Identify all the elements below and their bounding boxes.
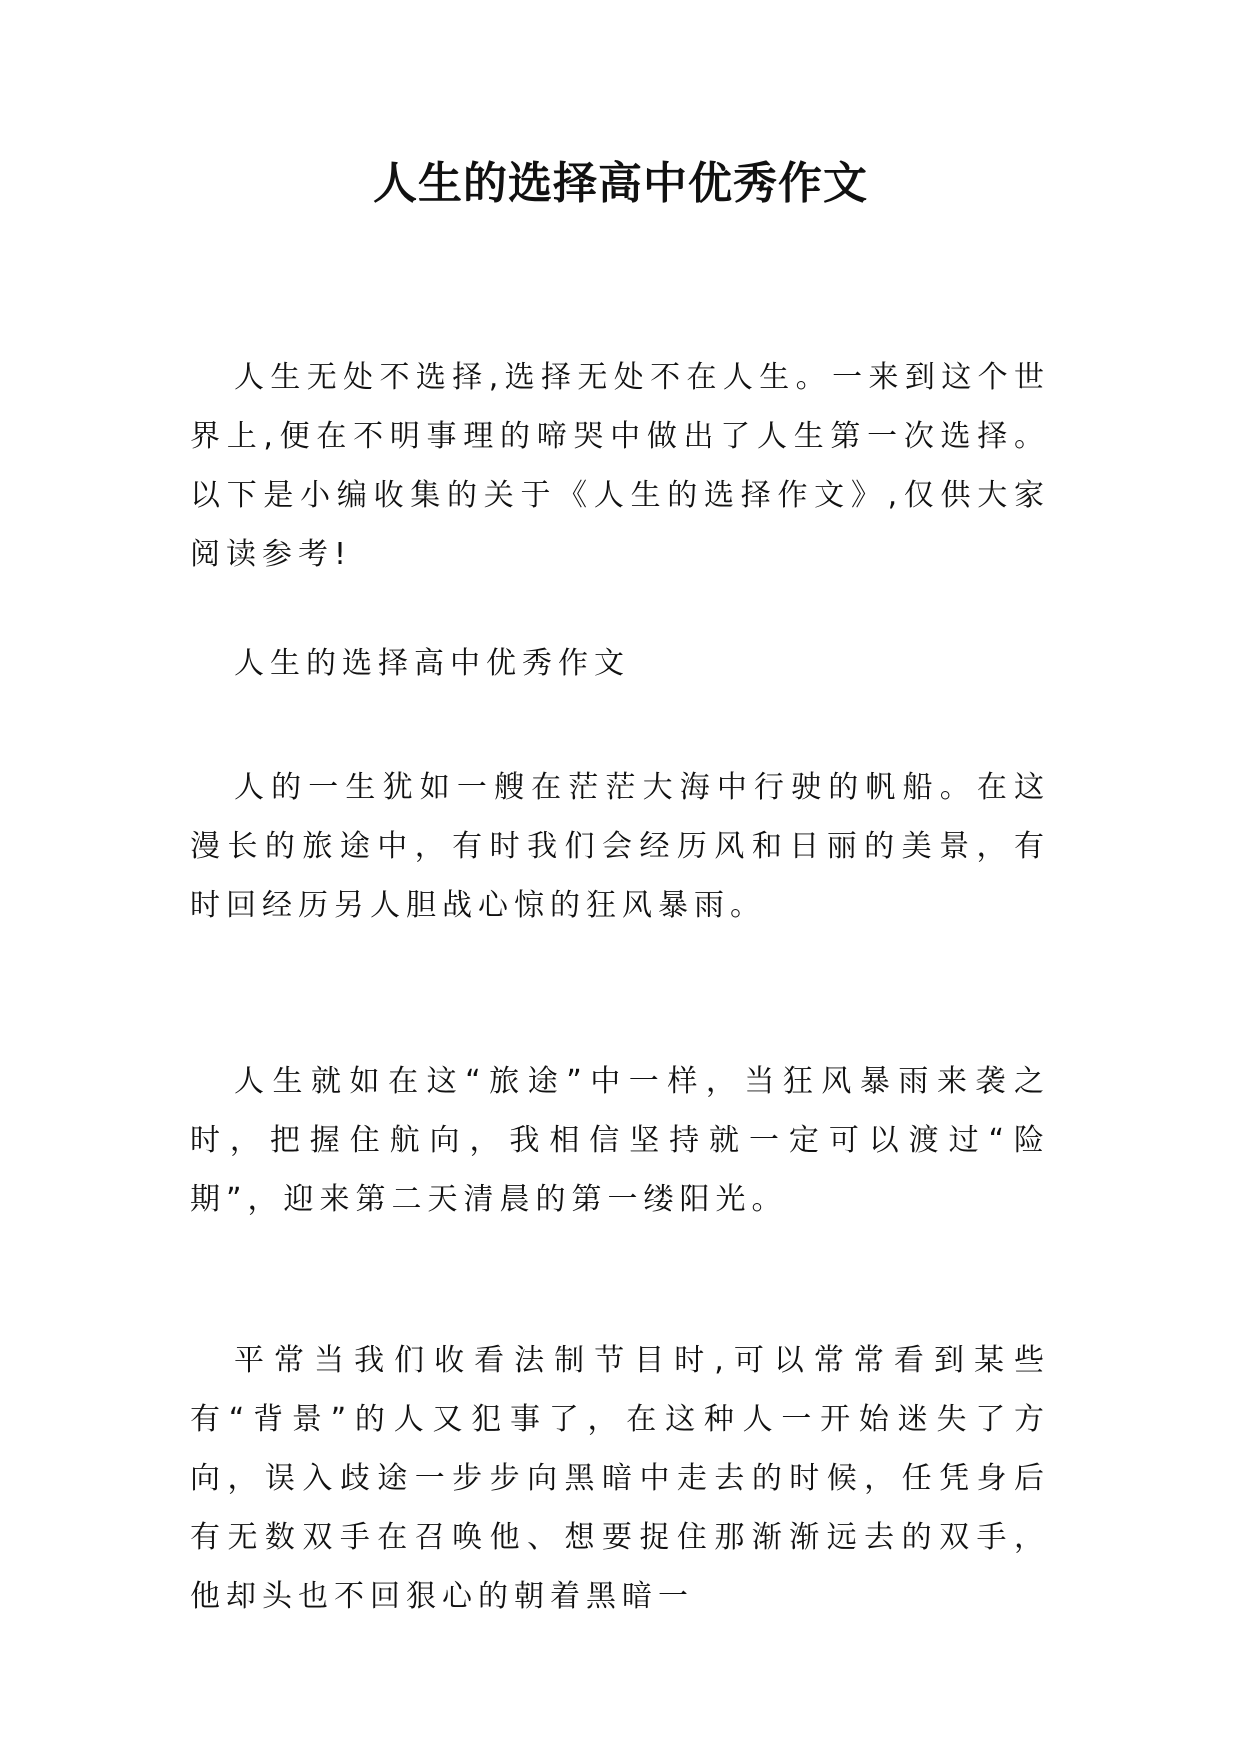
body-paragraph-1: 人的一生犹如一艘在茫茫大海中行驶的帆船。在这漫长的旅途中，有时我们会经历风和日丽的美景，有时回经历另人胆战心惊的狂风暴雨。 <box>190 770 1050 923</box>
body-paragraph-3: 平常当我们收看法制节目时,可以常常看到某些有“背景”的人又犯事了，在这种人一开始迷失了方向，误入歧途一步步向黑暗中走去的时候，任凭身后有无数双手在召唤他、想要捉住那渐渐远去的双手，他却头也不回狠心的朝着黑暗一 <box>190 1343 1050 1614</box>
essay-subtitle: 人生的选择高中优秀作文 <box>234 646 630 681</box>
intro-paragraph: 人生无处不选择,选择无处不在人生。一来到这个世界上,便在不明事理的啼哭中做出了人生第一次选择。以下是小编收集的关于《人生的选择作文》,仅供大家阅读参考! <box>190 360 1050 572</box>
document-title: 人生的选择高中优秀作文 <box>373 158 868 209</box>
body-paragraph-2: 人生就如在这“旅途”中一样，当狂风暴雨来袭之时，把握住航向，我相信坚持就一定可以渡过“险期”，迎来第二天清晨的第一缕阳光。 <box>190 1064 1050 1217</box>
